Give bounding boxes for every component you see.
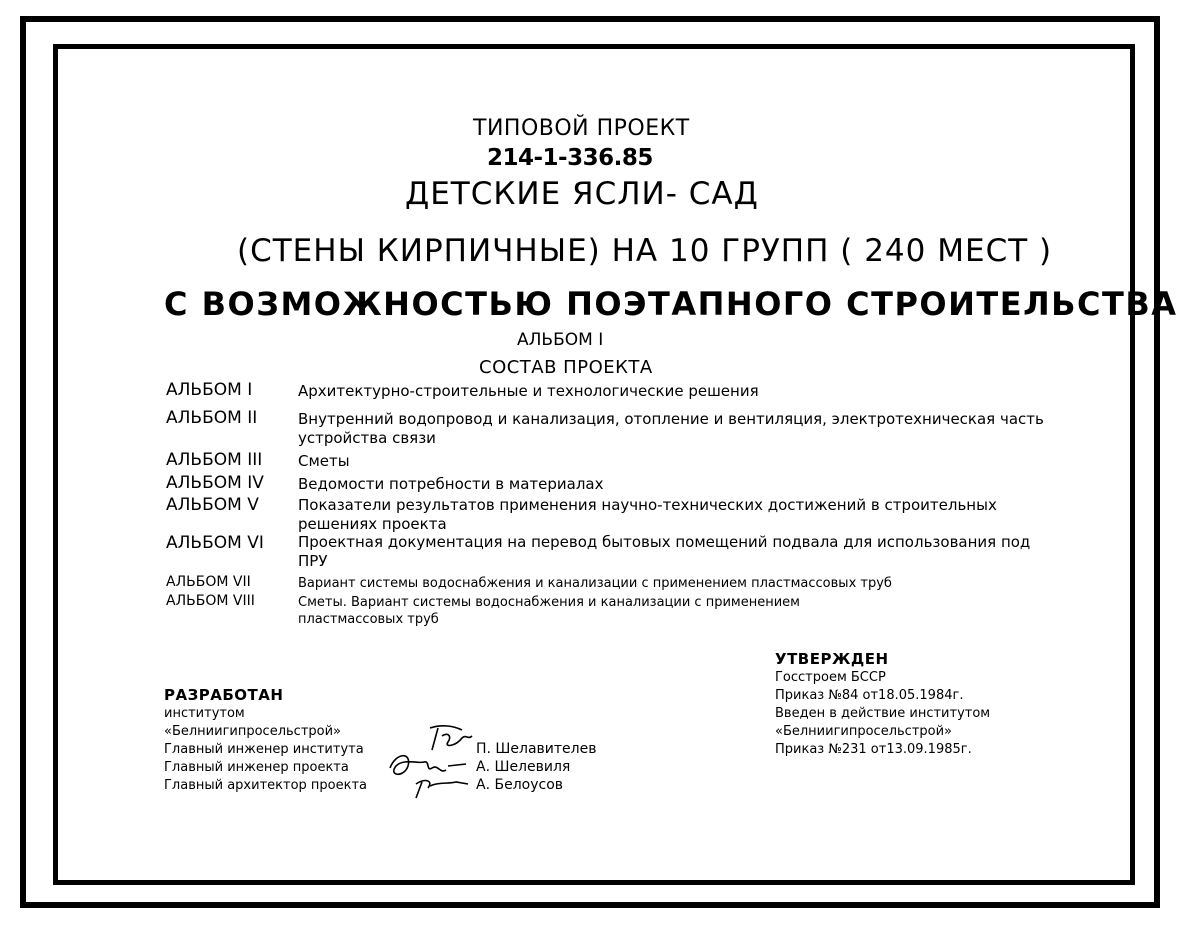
project-subtitle-2: С ВОЗМОЖНОСТЬЮ ПОЭТАПНОГО СТРОИТЕЛЬСТВА bbox=[164, 285, 1178, 323]
album-description: Сметы. Вариант системы водоснабжения и канализации с применением пластмассовых труб bbox=[298, 595, 800, 627]
signatory-name: П. Шелавителев bbox=[476, 741, 597, 757]
signatories bbox=[476, 740, 596, 794]
album-heading: АЛЬБОМ I bbox=[517, 330, 604, 350]
album-description: Сметы bbox=[298, 452, 350, 470]
developed-institute-name: «Белниигипросельстрой» bbox=[164, 724, 342, 739]
approved-order: Приказ №84 от18.05.1984г. bbox=[775, 688, 964, 703]
album-description: Внутренний водопровод и канализация, отопление и вентиляция, электротехническая часть устройства связи bbox=[298, 410, 1044, 447]
album-description: Архитектурно-строительные и технологические решения bbox=[298, 382, 759, 400]
album-label: АЛЬБОМ I bbox=[166, 380, 253, 400]
project-title: ДЕТСКИЕ ЯСЛИ- САД bbox=[405, 176, 759, 212]
approved-block bbox=[775, 650, 990, 759]
developed-institute-label: институтом bbox=[164, 706, 245, 721]
composition-heading: СОСТАВ ПРОЕКТА bbox=[479, 357, 653, 378]
developed-heading: РАЗРАБОТАН bbox=[164, 686, 284, 704]
album-label: АЛЬБОМ VI bbox=[166, 533, 264, 553]
approved-heading: УТВЕРЖДЕН bbox=[775, 650, 889, 668]
album-label: АЛЬБОМ IV bbox=[166, 473, 264, 493]
role-chief-engineer-project: Главный инженер проекта bbox=[164, 760, 349, 775]
album-label: АЛЬБОМ II bbox=[166, 408, 258, 428]
signatory-name: А. Белоусов bbox=[476, 777, 564, 793]
approved-authority: Госстроем БССР bbox=[775, 670, 886, 685]
album-label: АЛЬБОМ VII bbox=[166, 574, 251, 590]
role-chief-engineer-institute: Главный инженер института bbox=[164, 742, 364, 757]
enacted-institute: «Белниигипросельстрой» bbox=[775, 724, 953, 739]
signatory-name: А. Шелевиля bbox=[476, 759, 571, 775]
album-description: Показатели результатов применения научно-технических достижений в строительных решениях проекта bbox=[298, 496, 997, 533]
signatures-image bbox=[382, 722, 477, 802]
role-chief-architect: Главный архитектор проекта bbox=[164, 778, 367, 793]
album-label: АЛЬБОМ V bbox=[166, 495, 259, 515]
project-number: 214-1-336.85 bbox=[487, 145, 653, 171]
album-label: АЛЬБОМ VIII bbox=[166, 593, 255, 609]
enacted-order: Приказ №231 от13.09.1985г. bbox=[775, 742, 972, 757]
album-label: АЛЬБОМ III bbox=[166, 450, 263, 470]
project-subtitle: (СТЕНЫ КИРПИЧНЫЕ) НА 10 ГРУПП ( 240 МЕСТ ) bbox=[237, 233, 1053, 269]
project-type-heading: ТИПОВОЙ ПРОЕКТ bbox=[473, 116, 690, 141]
enacted-label: Введен в действие институтом bbox=[775, 706, 991, 721]
developed-block bbox=[164, 686, 367, 795]
album-description: Вариант системы водоснабжения и канализации с применением пластмассовых труб bbox=[298, 576, 892, 591]
album-description: Проектная документация на перевод бытовых помещений подвала для использования под ПРУ bbox=[298, 533, 1031, 570]
album-description: Ведомости потребности в материалах bbox=[298, 475, 604, 493]
